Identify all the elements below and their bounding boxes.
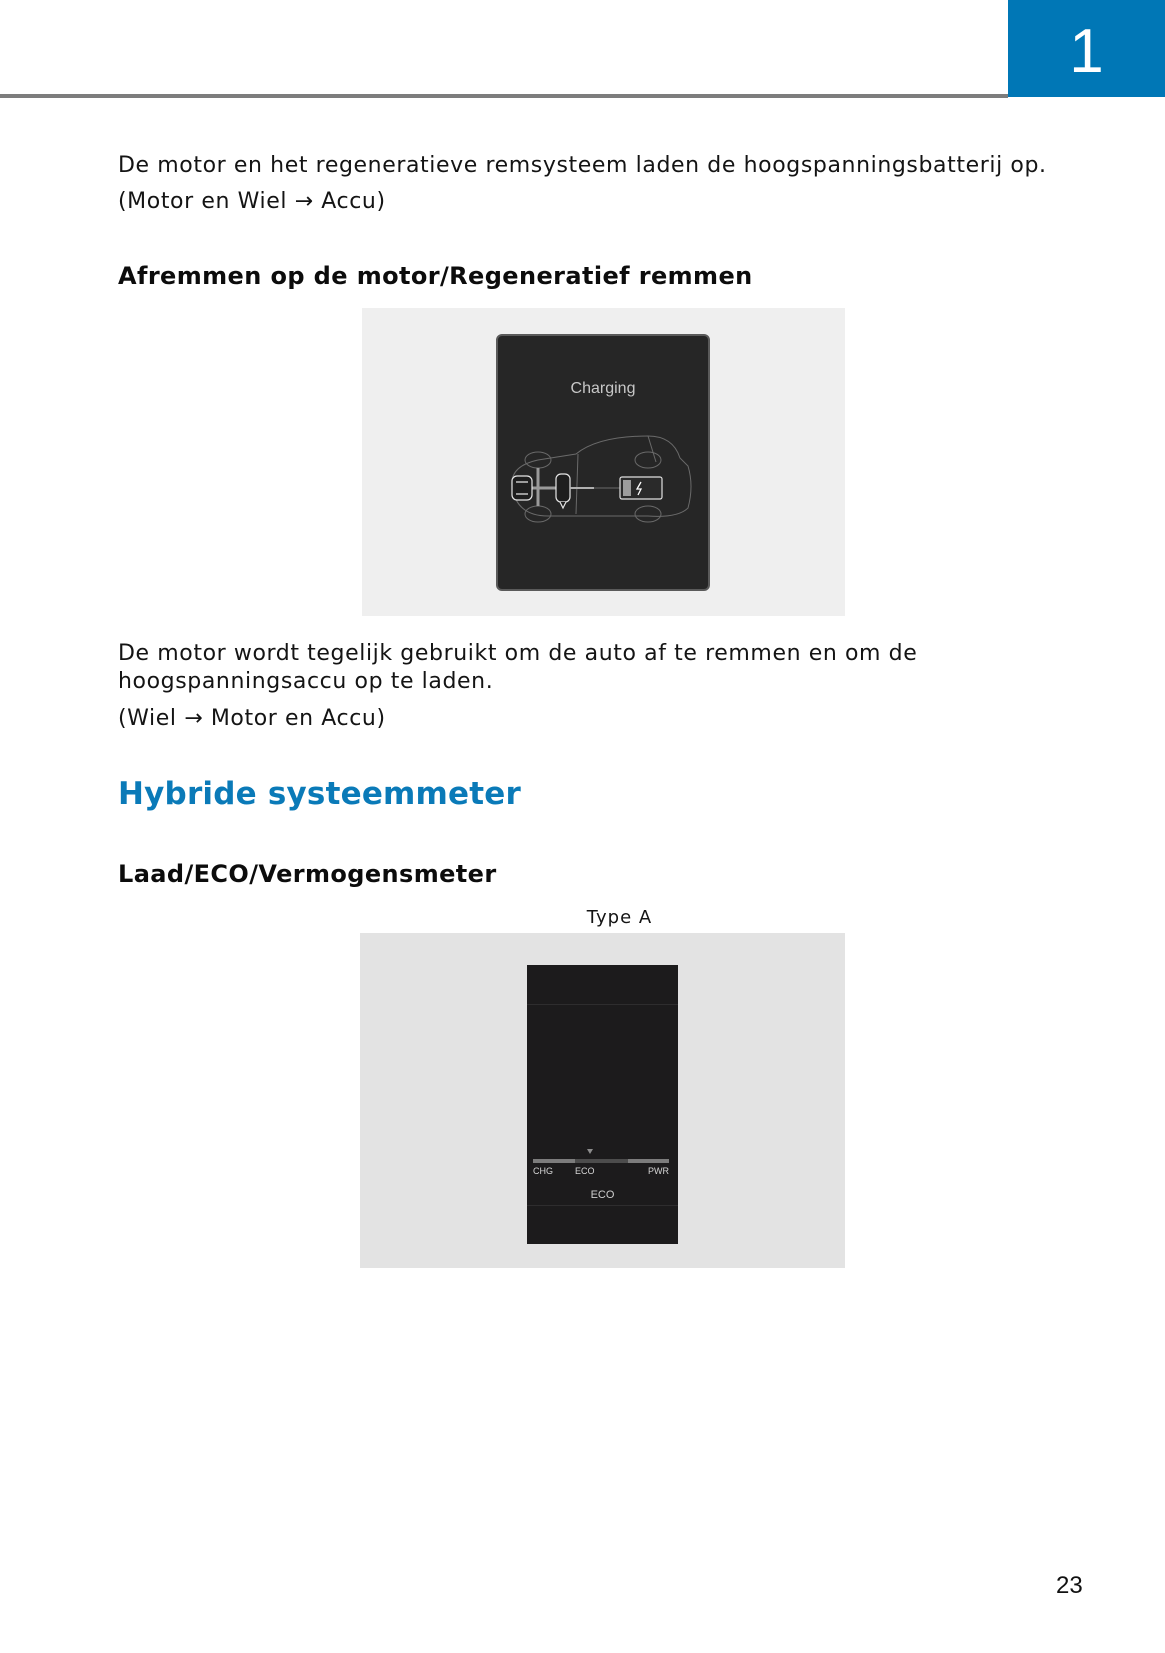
battery-charging-icon bbox=[620, 477, 662, 499]
gauge-pwr-segment bbox=[628, 1159, 669, 1163]
header-rule bbox=[0, 94, 1008, 98]
engine-icon bbox=[512, 476, 532, 500]
chapter-tab bbox=[1008, 0, 1165, 97]
body-text-line: (Wiel → Motor en Accu) bbox=[118, 706, 386, 731]
chapter-number: 1 bbox=[1069, 17, 1104, 86]
figure-caption-text: Type A bbox=[586, 907, 653, 928]
section-heading: Afremmen op de motor/Regeneratief remmen bbox=[118, 262, 753, 290]
body-text-line: De motor en het regeneratieve remsysteem laden de hoogspanningsbatterij op. bbox=[118, 153, 1047, 178]
gauge-chg-segment bbox=[533, 1159, 575, 1163]
divider bbox=[527, 1205, 678, 1206]
figure-caption bbox=[0, 907, 1165, 928]
section-title: Hybride systeemmeter bbox=[118, 776, 522, 812]
body-text-line: (Motor en Wiel → Accu) bbox=[118, 189, 386, 214]
gauge-pointer-icon bbox=[587, 1149, 593, 1154]
section-heading: Laad/ECO/Vermogensmeter bbox=[118, 860, 497, 888]
motor-icon bbox=[556, 474, 570, 508]
divider bbox=[527, 1004, 678, 1005]
gauge-label-pwr: PWR bbox=[648, 1166, 669, 1176]
cluster-screen bbox=[527, 965, 678, 1244]
page-number: 23 bbox=[1056, 1572, 1083, 1599]
gauge-eco-segment bbox=[575, 1159, 628, 1163]
car-outline-icon bbox=[498, 426, 708, 536]
cluster-screen bbox=[496, 334, 710, 591]
figure-regenerative-braking bbox=[362, 308, 845, 616]
drive-mode-label: ECO bbox=[590, 1189, 615, 1201]
gauge-label-eco: ECO bbox=[575, 1166, 595, 1176]
body-text-line: De motor wordt tegelijk gebruikt om de auto af te remmen en om de bbox=[118, 641, 918, 666]
gauge-label-chg: CHG bbox=[533, 1166, 553, 1176]
screen-title: Charging bbox=[570, 380, 636, 397]
figure-power-meter bbox=[360, 933, 845, 1268]
body-text-line: hoogspanningsaccu op te laden. bbox=[118, 669, 494, 694]
